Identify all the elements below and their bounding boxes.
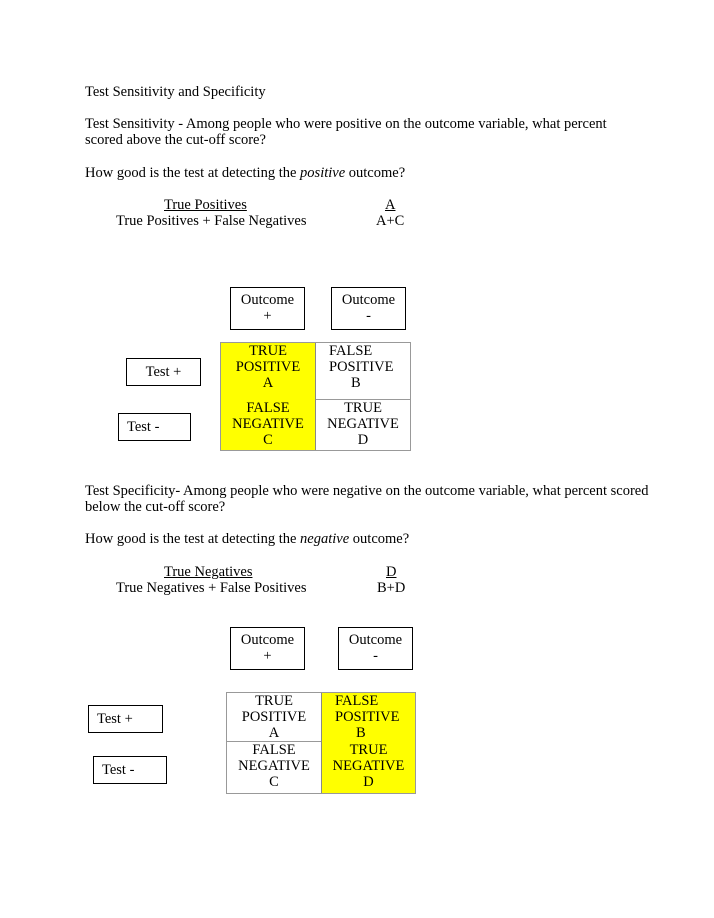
cell-line: NEGATIVE [238,758,310,774]
question-emphasis: positive [300,165,346,181]
question-prefix: How good is the test at detecting the [85,531,301,547]
sensitivity-definition-line1: Test Sensitivity - Among people who were positive on the outcome variable, what percent [85,116,607,132]
page-title: Test Sensitivity and Specificity [85,84,266,100]
question-prefix: How good is the test at detecting the [85,165,301,181]
sensitivity-matrix [220,342,411,451]
question-suffix: outcome? [349,531,410,547]
cell-line: TRUE [349,742,388,758]
cell-line: FALSE [252,742,296,758]
matrix-divider-vertical [321,693,322,793]
sensitivity-denominator: True Positives + False Negatives [116,213,307,229]
test-label: Test + [97,711,133,727]
specificity-numerator: True Negatives [164,564,253,580]
cell-line: POSITIVE [335,709,400,725]
specificity-matrix [226,692,416,794]
test-label: Test + [145,364,182,380]
cell-line: B [351,375,361,391]
false-positive-cell [316,343,410,400]
sensitivity-letter-denominator: A+C [376,213,405,229]
sensitivity-test-negative-box [118,413,191,441]
cell-line: FALSE [329,343,373,359]
outcome-label: Outcome [348,632,403,648]
cell-line: TRUE [249,343,287,359]
sensitivity-question [85,165,405,181]
test-label: Test - [102,762,135,778]
specificity-test-negative-box [93,756,167,784]
sensitivity-letter-numerator: A [385,197,396,213]
cell-line: A [262,375,274,391]
cell-line: NEGATIVE [327,416,399,432]
cell-line: POSITIVE [241,709,307,725]
false-positive-cell [322,693,415,742]
specificity-letter-numerator: D [386,564,397,580]
cell-line: POSITIVE [235,359,301,375]
test-label: Test - [127,419,160,435]
outcome-sign: + [263,308,272,324]
sensitivity-numerator: True Positives [164,197,247,213]
specificity-definition-line1: Test Specificity- Among people who were negative on the outcome variable, what percent scored [85,483,649,499]
outcome-sign: - [373,648,378,664]
cell-line: D [363,774,374,790]
sensitivity-outcome-negative-box [331,287,406,330]
cell-line: C [263,432,273,448]
question-suffix: outcome? [345,165,406,181]
outcome-label: Outcome [341,292,396,308]
sensitivity-outcome-positive-box [230,287,305,330]
specificity-test-positive-box [88,705,163,733]
outcome-label: Outcome [240,292,295,308]
specificity-outcome-positive-box [230,627,305,670]
true-negative-cell [322,742,415,793]
cell-line: FALSE [335,693,379,709]
outcome-label: Outcome [240,632,295,648]
matrix-divider-vertical [315,343,316,450]
cell-line: C [269,774,279,790]
outcome-sign: - [366,308,371,324]
true-positive-cell [221,343,315,400]
matrix-divider-horizontal [227,741,321,742]
cell-line: TRUE [255,693,293,709]
cell-line: FALSE [246,400,290,416]
specificity-letter-denominator: B+D [377,580,406,596]
question-emphasis: negative [300,531,350,547]
cell-line: D [357,432,369,448]
specificity-question [85,531,409,547]
specificity-outcome-negative-box [338,627,413,670]
specificity-denominator: True Negatives + False Positives [116,580,307,596]
matrix-divider-horizontal [316,399,410,400]
specificity-definition-line2: below the cut-off score? [85,499,226,515]
outcome-sign: + [263,648,272,664]
cell-line: B [356,725,366,741]
false-negative-cell [221,400,315,450]
false-negative-cell [227,742,321,793]
true-positive-cell [227,693,321,742]
cell-line: NEGATIVE [232,416,304,432]
cell-line: POSITIVE [329,359,394,375]
cell-line: NEGATIVE [332,758,405,774]
sensitivity-test-positive-box [126,358,201,386]
sensitivity-definition-line2: scored above the cut-off score? [85,132,266,148]
cell-line: TRUE [344,400,382,416]
cell-line: A [268,725,280,741]
true-negative-cell [316,400,410,450]
